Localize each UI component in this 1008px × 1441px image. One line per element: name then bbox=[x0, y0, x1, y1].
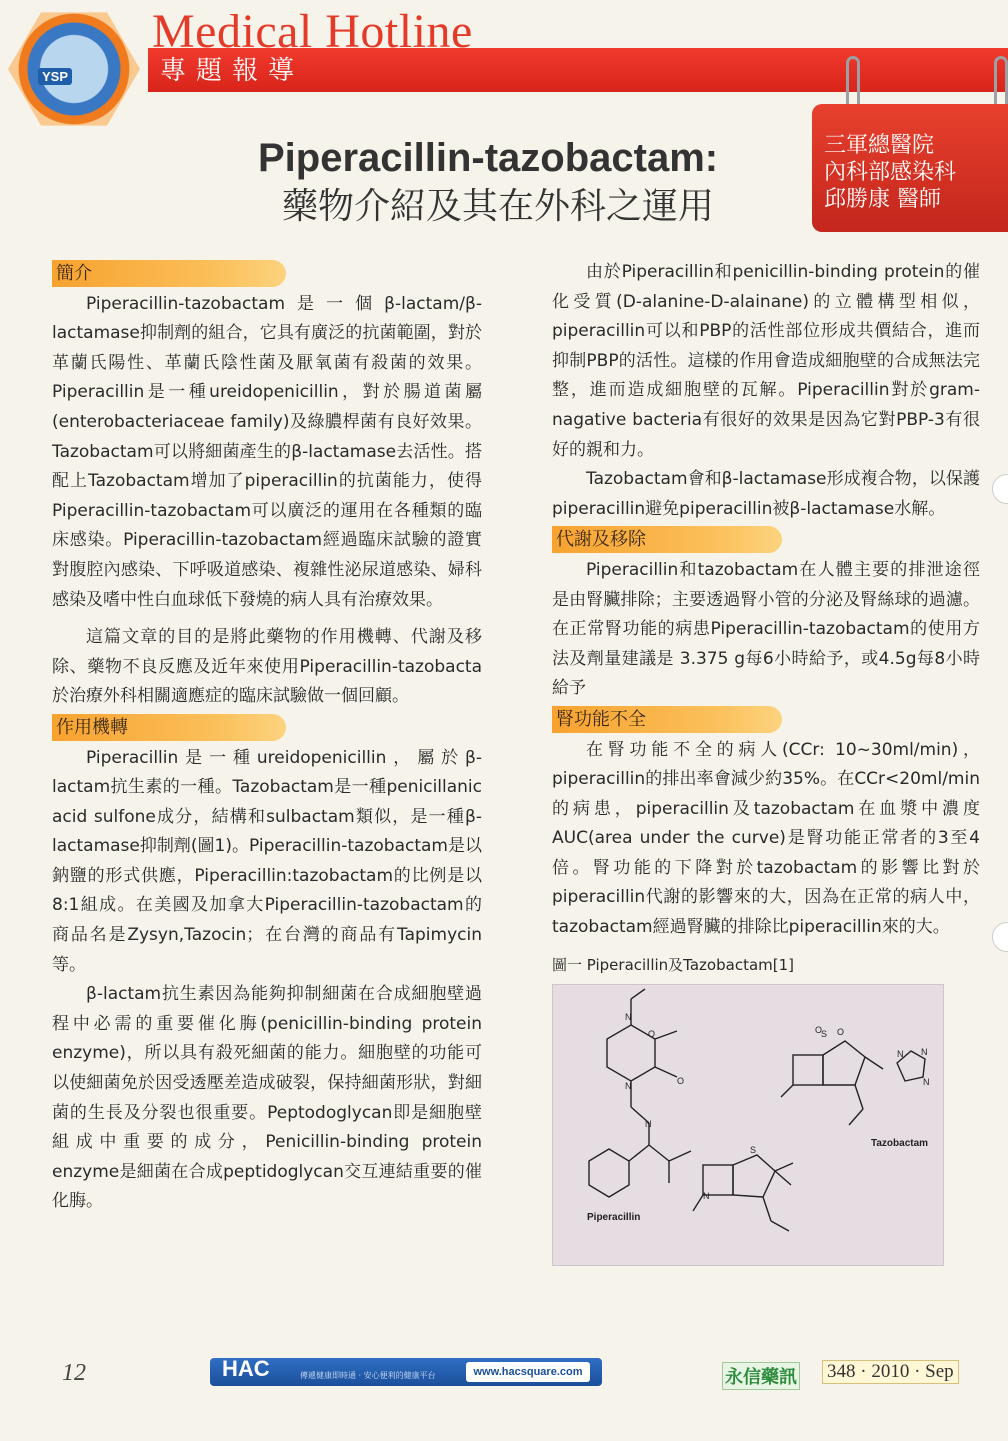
ysp-logo bbox=[8, 10, 140, 128]
left-column bbox=[52, 258, 482, 1217]
svg-text:N: N bbox=[625, 1081, 632, 1092]
svg-text:S: S bbox=[750, 1145, 757, 1156]
svg-text:N: N bbox=[897, 1049, 904, 1060]
svg-text:N: N bbox=[625, 1012, 632, 1023]
ysp-logo-text: YSP bbox=[38, 68, 72, 85]
structure-figure bbox=[552, 984, 944, 1266]
metabolism-paragraph: Piperacillin和tazobactam在人體主要的排泄途徑是由腎臟排除；主要透過腎小管的分泌及腎絲球的過濾。在正常腎功能的病患Piperacillin-tazobactam的使用方法及劑量建議是 3.375 g每6小時給予，或4.5g每8小時給予 bbox=[552, 559, 980, 699]
svg-text:O: O bbox=[677, 1076, 685, 1087]
hac-tagline: 傳遞健康即時通 · 安心便利的健康平台 bbox=[300, 1371, 436, 1380]
label-piperacillin: Piperacillin bbox=[587, 1212, 641, 1224]
series-title: Medical Hotline bbox=[152, 5, 473, 58]
svg-text:O: O bbox=[837, 1027, 845, 1038]
heading-renal-insufficiency: 腎功能不全 bbox=[552, 706, 782, 733]
svg-text:N: N bbox=[921, 1047, 928, 1058]
heading-intro: 簡介 bbox=[52, 260, 286, 287]
hac-logo: HAC bbox=[222, 1356, 270, 1381]
svg-text:N: N bbox=[923, 1077, 930, 1088]
right-column bbox=[552, 258, 980, 1266]
svg-text:N: N bbox=[703, 1191, 710, 1202]
heading-mechanism: 作用機轉 bbox=[52, 714, 286, 741]
intro-paragraph-1: Piperacillin-tazobactam是一個β-lactam/β-lactamase抑制劑的組合，它具有廣泛的抗菌範圍，對於革蘭氏陽性、革蘭氏陰性菌及厭氧菌有殺菌的效果。Piperacillin是一種ureidopenicillin，對於腸道菌屬(enterobacteriaceae family)及綠膿桿菌有良好效果。Tazobactam可以將細菌產生的β-lactamase去活性。搭配上Tazobactam增加了piperacillin的抗菌能力，使得Piperacillin-tazobactam可以廣泛的運用在各種類的臨床感染。Piperacillin-tazobactam經過臨床試驗的證實對腹腔內感染、下呼吸道感染、複雜性泌尿道感染、婦科感染及嗜中性白血球低下發燒的病人具有治療效果。 bbox=[52, 293, 482, 610]
author-hospital: 三軍總醫院 bbox=[824, 133, 935, 158]
figure-caption: 圖一 Piperacillin及Tazobactam[1] bbox=[552, 955, 794, 974]
article-subtitle: 藥物介紹及其在外科之運用 bbox=[282, 186, 715, 227]
svg-text:O: O bbox=[815, 1025, 823, 1036]
svg-text:O: O bbox=[648, 1029, 656, 1040]
article-title: Piperacillin-tazobactam: bbox=[258, 136, 719, 180]
svg-text:N: N bbox=[645, 1119, 652, 1130]
svg-text:S: S bbox=[821, 1029, 828, 1040]
mechanism-paragraph-4: Tazobactam會和β-lactamase形成複合物，以保護piperacillin避免piperacillin被β-lactamase水解。 bbox=[552, 469, 980, 519]
hac-url-link[interactable]: www.hacsquare.com bbox=[466, 1362, 590, 1382]
author-box bbox=[812, 104, 1008, 232]
label-tazobactam: Tazobactam bbox=[871, 1138, 929, 1150]
page-number: 12 bbox=[62, 1360, 86, 1386]
renal-paragraph: 在腎功能不全的病人(CCr: 10~30ml/min)，piperacillin的排出率會減少約35%。在CCr<20ml/min的病患，piperacillin及tazobactam在血漿中濃度AUC(area under the curve)是腎功能正常者的3至4倍。腎功能的下降對於tazobactam的影響比對於piperacillin代謝的影響來的大，因為在正常的病人中，tazobactam經過腎臟的排除比piperacillin來的大。 bbox=[552, 739, 980, 938]
author-name: 邱勝康 醫師 bbox=[824, 187, 941, 212]
section-label: 專題報導 bbox=[160, 56, 305, 86]
author-department: 內科部感染科 bbox=[824, 160, 957, 185]
issue-info: 348 · 2010 · Sep bbox=[822, 1360, 959, 1384]
magazine-name: 永信藥訊 bbox=[722, 1362, 800, 1390]
intro-paragraph-2: 這篇文章的目的是將此藥物的作用機轉、代謝及移除、藥物不良反應及近年來使用Piperacillin-tazobacta於治療外科相關適應症的臨床試驗做一個回顧。 bbox=[52, 627, 482, 707]
mechanism-paragraph-2: β-lactam抗生素因為能夠抑制細菌在合成細胞壁過程中必需的重要催化脢(penicillin-binding protein enzyme)，所以具有殺死細菌的能力。細胞壁的功能可以使細菌免於因受透壓差造成破裂，保持細菌形狀，對細菌的生長及分裂也很重要。Peptodoglycan即是細胞壁組成中重要的成分，Penicillin-binding protein enzyme是細菌在合成peptidoglycan交互連結重要的催化脢。 bbox=[52, 984, 482, 1212]
mechanism-paragraph-1: Piperacillin是一種ureidopenicillin，屬於β-lactam抗生素的一種。Tazobactam是一種penicillanic acid sulfone成分，結構和sulbactam類似，是一種β-lactamase抑制劑(圖1)。Piperacillin-tazobactam是以鈉鹽的形式供應，Piperacillin:tazobactam的比例是以8:1組成。在美國及加拿大Piperacillin-tazobactam的商品名是Zysyn,Tazocin；在台灣的商品有Tapimycin等。 bbox=[52, 747, 482, 975]
page-notch-icon bbox=[992, 922, 1008, 952]
page-notch-icon bbox=[992, 474, 1008, 504]
mechanism-paragraph-3: 由於Piperacillin和penicillin-binding protein的催化受質(D-alanine-D-alainane)的立體構型相似，piperacillin可以和PBP的活性部位形成共價結合，進而抑制PBP的活性。這樣的作用會造成細胞壁的合成無法完整，進而造成細胞壁的瓦解。Piperacillin對於gram-nagative bacteria有很好的效果是因為它對PBP-3有很好的親和力。 bbox=[552, 262, 980, 460]
heading-metabolism: 代謝及移除 bbox=[552, 526, 782, 553]
